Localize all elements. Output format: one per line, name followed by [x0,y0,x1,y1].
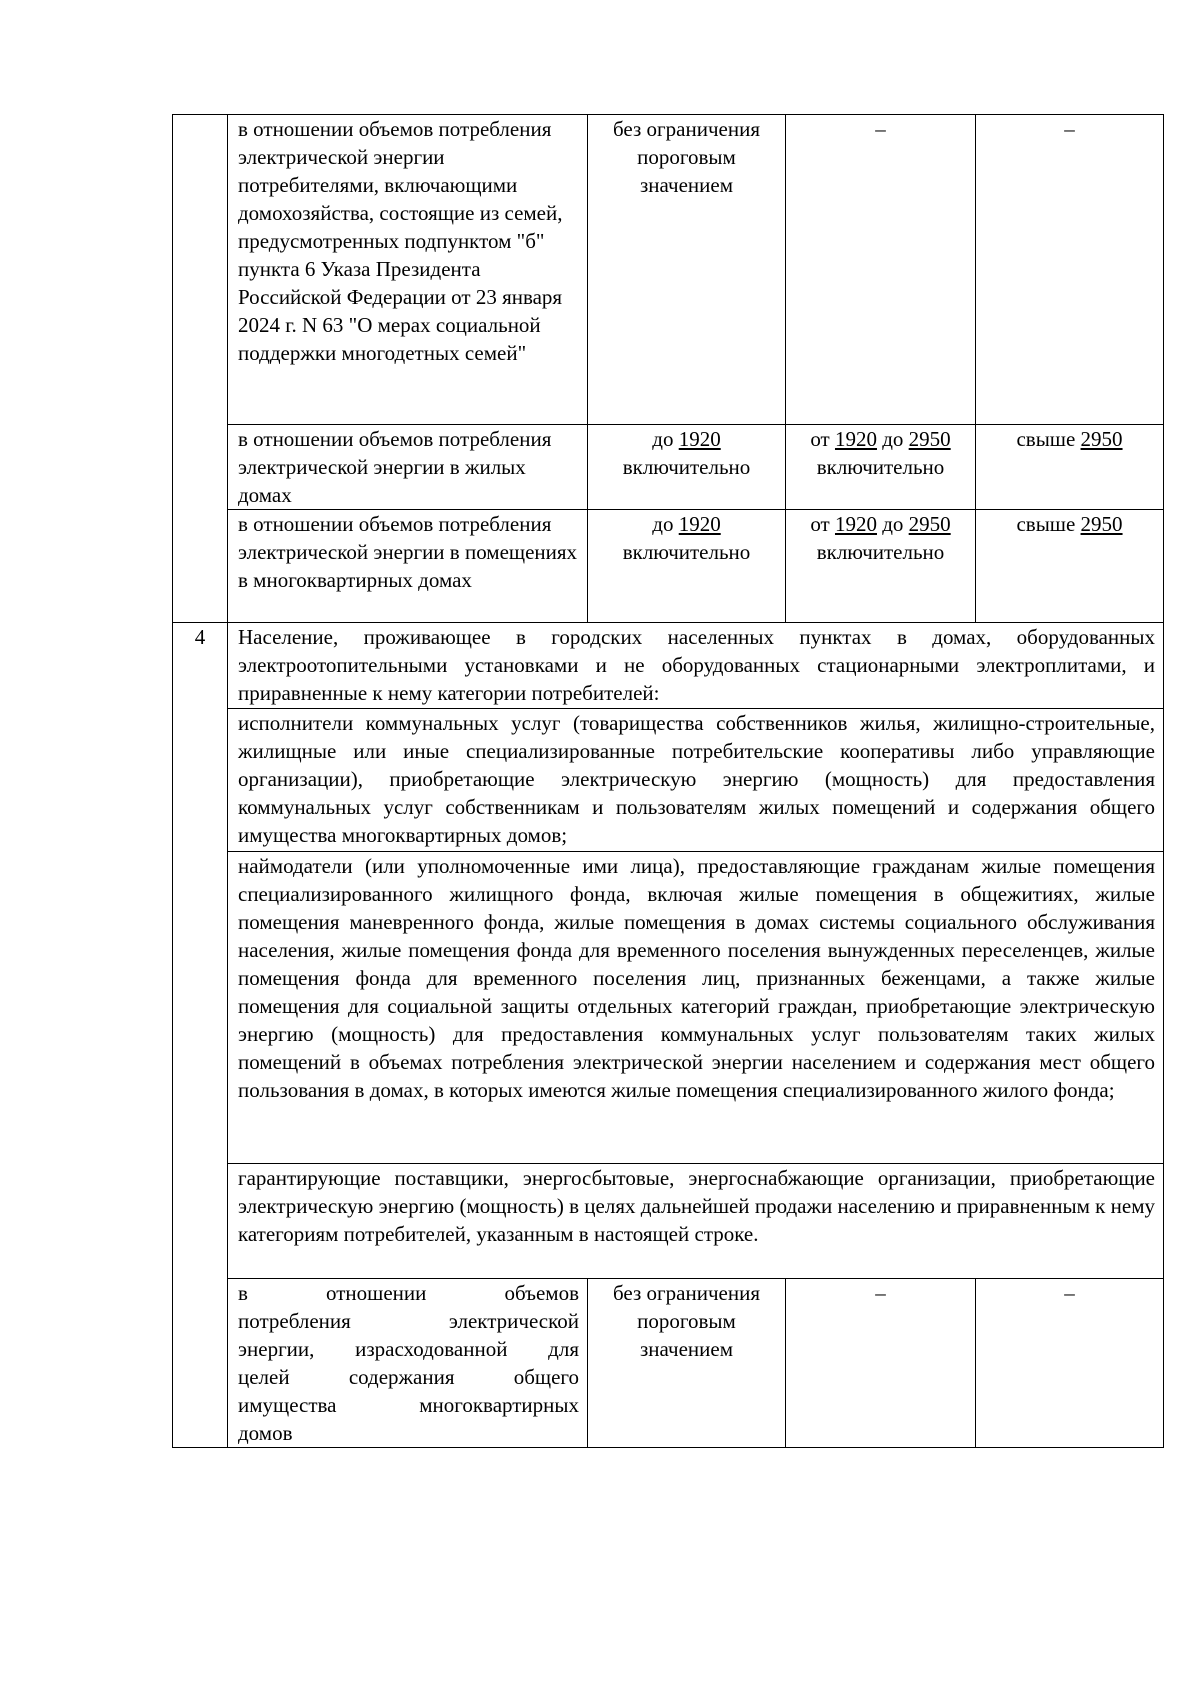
table-row [173,425,1164,510]
table-row [173,510,1164,623]
category-item-cell: исполнители коммунальных услуг (товарищества собственников жилья, жилищно-строительные, жилищные или иные специализированные потребительские кооперативы либо управляющие организации), приобретающие электрическую энергию (мощность) для предоставления коммунальных услуг собственникам и пользователям жилых помещений и содержания общего имущества многоквартирных домов; [228,709,1164,852]
threshold-value: 2950 [908,427,951,451]
threshold-value: 1920 [678,427,721,451]
description-cell: в отношении объемов потребления электрической энергии потребителями, включающими домохозяйства, состоящие из семей, предусмотренных подпунктом "б" пункта 6 Указа Президента Российской Федерации от 23 января 2024 г. N 63 "О мерах социальной поддержки многодетных семей" [228,115,588,425]
range-prefix: от [810,512,830,536]
description-line: домов [238,1421,293,1445]
range-prefix: до [652,427,674,451]
description-line: целей содержания общего [238,1365,579,1389]
range-1-cell [588,510,786,623]
range-2-cell [786,425,976,510]
range-2-cell: – [786,1279,976,1448]
range-3-cell [976,510,1164,623]
range-3-cell: – [976,1279,1164,1448]
range-prefix: до [652,512,674,536]
range-connector: до [882,512,904,536]
range-connector: до [882,427,904,451]
threshold-value: 1920 [834,427,877,451]
range-suffix: включительно [816,540,945,564]
section-header-row [173,623,1164,709]
threshold-value: 1920 [834,512,877,536]
range-prefix: свыше [1016,427,1076,451]
tariff-table [172,114,1164,1448]
category-item-cell: гарантирующие поставщики, энергосбытовые, энергоснабжающие организации, приобретающие электрическую энергию (мощность) в целях дальнейшей продажи населению и приравненным к нему категориям потребителей, указанным в настоящей строке. [228,1164,1164,1279]
range-prefix: свыше [1016,512,1076,536]
threshold-value: 2950 [1080,512,1123,536]
table-row [173,1164,1164,1279]
table-row [173,115,1164,425]
description-line: энергии, израсходованной для [238,1337,579,1361]
range-3-cell [976,425,1164,510]
description-line: в отношении объемов [238,1281,579,1305]
table-row [173,709,1164,852]
description-line: имущества многоквартирных [238,1393,579,1417]
range-1-cell [588,425,786,510]
description-cell: в отношении объемов потребления электрической энергии в жилых домах [228,425,588,510]
table-row [173,852,1164,1164]
row-number-cell: 4 [173,623,228,1448]
range-1-cell: без ограничения пороговым значением [588,1279,786,1448]
table-row [173,1279,1164,1448]
threshold-value: 2950 [1080,427,1123,451]
range-2-cell [786,510,976,623]
range-3-cell: – [976,115,1164,425]
threshold-value: 1920 [678,512,721,536]
range-1-cell: без ограничения пороговым значением [588,115,786,425]
section-header-cell: Население, проживающее в городских населенных пунктах в домах, оборудованных электроотопительными установками и не оборудованных стационарными электроплитами, и приравненные к нему категории потребителей: [228,623,1164,709]
range-suffix: включительно [622,540,751,564]
description-line: потребления электрической [238,1309,579,1333]
description-cell [228,1279,588,1448]
row-number-cell [173,115,228,623]
range-prefix: от [810,427,830,451]
range-suffix: включительно [816,455,945,479]
range-suffix: включительно [622,455,751,479]
category-item-cell: наймодатели (или уполномоченные ими лица), предоставляющие гражданам жилые помещения специализированного жилищного фонда, включая жилые помещения в общежитиях, жилые помещения маневренного фонда, жилые помещения в домах системы социального обслуживания населения, жилые помещения фонда для временного поселения вынужденных переселенцев, жилые помещения фонда для временного поселения лиц, признанных беженцами, а также жилые помещения для социальной защиты отдельных категорий граждан, приобретающие электрическую энергию (мощность) для предоставления коммунальных услуг пользователям таких жилых помещений в объемах потребления электрической энергии населением и содержания мест общего пользования в домах, в которых имеются жилые помещения специализированного жилого фонда; [228,852,1164,1164]
description-cell: в отношении объемов потребления электрической энергии в помещениях в многоквартирных домах [228,510,588,623]
threshold-value: 2950 [908,512,951,536]
range-2-cell: – [786,115,976,425]
